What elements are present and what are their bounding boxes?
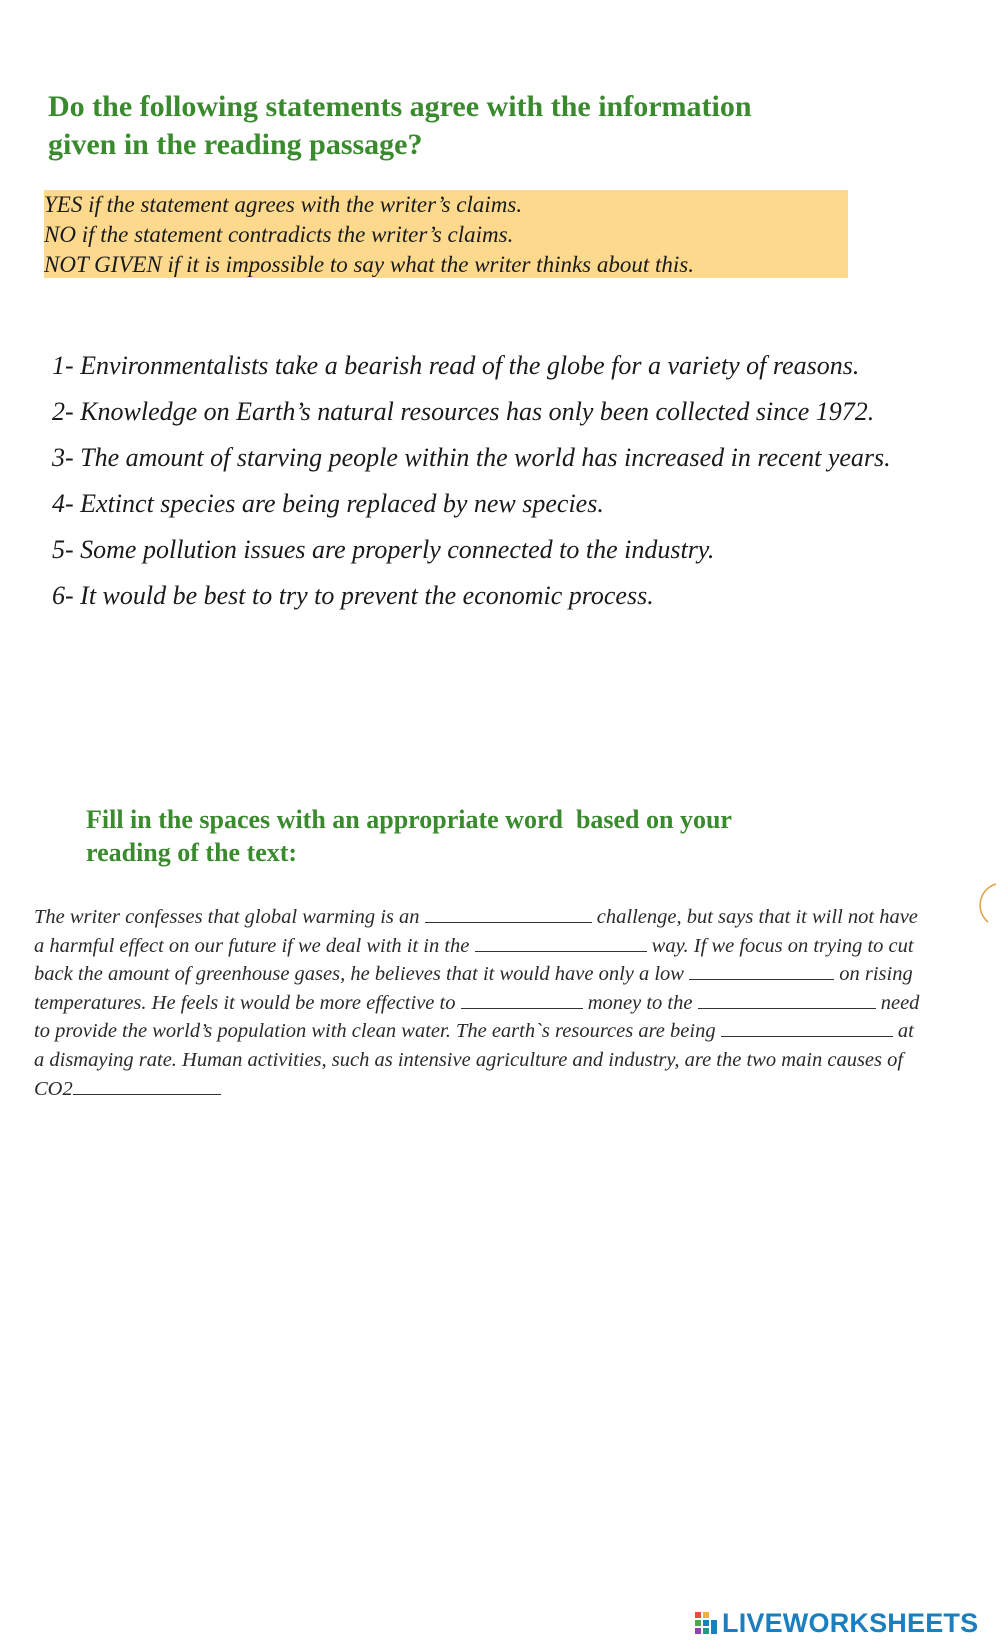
blank-6-input[interactable] <box>721 1018 893 1037</box>
paragraph-text: money to the <box>582 991 698 1014</box>
paragraph-line-1 <box>34 903 964 932</box>
paragraph-line-5 <box>34 1017 964 1046</box>
paragraph-text: way. If we focus on trying to cut <box>646 934 914 957</box>
instruction-yes: YES if the statement agrees with the writer’s claims. <box>44 192 523 217</box>
statement-2: 2- Knowledge on Earth’s natural resources has only been collected since 1972. <box>52 397 875 426</box>
blank-7-input[interactable] <box>73 1076 221 1095</box>
paragraph-text: to provide the world’s population with clean water. The earth`s resources are being <box>34 1020 721 1043</box>
liveworksheets-brand <box>694 1609 978 1637</box>
fill-in-title-line-2: reading of the text: <box>86 838 298 867</box>
paragraph-line-4 <box>34 989 964 1018</box>
fill-in-title <box>86 803 826 869</box>
statement-4: 4- Extinct species are being replaced by new species. <box>52 489 604 518</box>
blank-1-input[interactable] <box>425 904 592 923</box>
paragraph-text: temperatures. He feels it would be more effective to <box>34 991 461 1014</box>
paragraph-text: a harmful effect on our future if we deal with it in the <box>34 934 475 957</box>
liveworksheets-logo-icon <box>694 1611 718 1635</box>
statements-list <box>52 349 997 625</box>
question-title <box>48 88 868 164</box>
statement-6: 6- It would be best to try to prevent the economic process. <box>52 581 654 610</box>
instruction-no: NO if the statement contradicts the writer’s claims. <box>44 222 514 247</box>
instruction-not-given: NOT GIVEN if it is impossible to say what the writer thinks about this. <box>44 252 694 277</box>
fill-in-paragraph <box>34 903 964 1103</box>
paragraph-line-6: a dismaying rate. Human activities, such as intensive agriculture and industry, are the two main causes of <box>34 1048 904 1071</box>
paragraph-text: CO2 <box>34 1077 73 1100</box>
paragraph-text: back the amount of greenhouse gases, he believes that it would have only a low <box>34 963 690 986</box>
paragraph-text: on rising <box>834 963 913 986</box>
fill-in-title-line-1: Fill in the spaces with an appropriate word based on your <box>86 805 732 834</box>
statement-5: 5- Some pollution issues are properly connected to the industry. <box>52 535 715 564</box>
paragraph-text: at <box>892 1020 914 1043</box>
paragraph-line-7 <box>34 1075 964 1104</box>
question-title-line-1: Do the following statements agree with the information <box>48 90 752 123</box>
paragraph-text: need <box>875 991 920 1014</box>
instructions-box <box>44 190 848 278</box>
blank-5-input[interactable] <box>698 990 876 1009</box>
paragraph-line-3 <box>34 960 964 989</box>
blank-3-input[interactable] <box>689 961 834 980</box>
blank-2-input[interactable] <box>475 933 647 952</box>
paragraph-text: The writer confesses that global warming is an <box>34 906 425 928</box>
brand-text: LIVEWORKSHEETS <box>722 1607 979 1638</box>
paragraph-text: challenge, but says that it will not have <box>591 906 918 928</box>
statement-3: 3- The amount of starving people within the world has increased in recent years. <box>52 443 891 472</box>
statement-1: 1- Environmentalists take a bearish read of the globe for a variety of reasons. <box>52 351 860 380</box>
blank-4-input[interactable] <box>461 990 583 1009</box>
circle-arc-icon <box>958 880 1000 926</box>
paragraph-line-2 <box>34 932 964 961</box>
question-title-line-2: given in the reading passage? <box>48 128 423 161</box>
